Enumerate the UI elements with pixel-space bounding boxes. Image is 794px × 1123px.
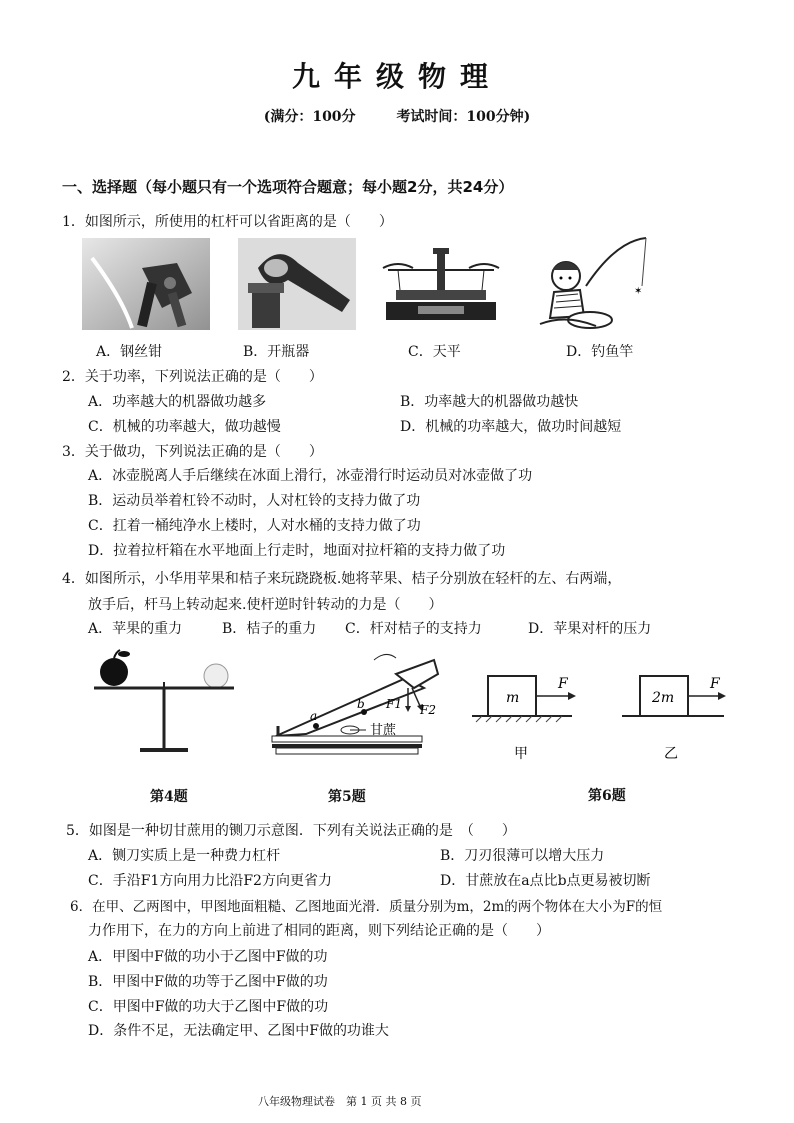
fig5-label-sugarcane: 甘蔗 xyxy=(370,723,397,738)
fig6-label-jia: 甲 xyxy=(514,746,528,762)
question-3-stem: 3．关于做功，下列说法正确的是（ ） xyxy=(62,444,323,460)
q4-option-c: C．杆对桔子的支持力 xyxy=(345,621,482,637)
fig6-label-2m: 2m xyxy=(652,690,675,706)
fig6-label-f-jia: F xyxy=(558,676,568,692)
page-footer: 八年级物理试卷 第 1 页 共 8 页 xyxy=(258,1095,422,1108)
svg-text:✶: ✶ xyxy=(634,286,643,297)
q2-option-b: B．功率越大的机器做功越快 xyxy=(400,394,579,410)
q3-option-b: B．运动员举着杠铃不动时，人对杠铃的支持力做了功 xyxy=(88,493,421,509)
bottle-opener-image xyxy=(238,238,356,330)
balance-scale-image xyxy=(378,240,504,328)
q5-option-a: A．铡刀实质上是一种费力杠杆 xyxy=(88,848,281,864)
fig5-label-f2: F2 xyxy=(420,703,436,717)
question-5-stem: 5．如图是一种切甘蔗用的铡刀示意图．下列有关说法正确的是 （ ） xyxy=(66,823,516,839)
apple-icon xyxy=(100,658,128,686)
q6-option-d: D．条件不足，无法确定甲、乙图中F做的功谁大 xyxy=(88,1023,389,1039)
orange-icon xyxy=(204,664,228,688)
q5-option-c: C．手沿F1方向用力比沿F2方向更省力 xyxy=(88,873,332,889)
fig5-label-b: b xyxy=(357,697,365,711)
fig5-cutter-diagram xyxy=(266,648,446,763)
fig4-seesaw-diagram xyxy=(84,648,244,763)
exam-info xyxy=(0,106,794,126)
fig6-label-m: m xyxy=(506,690,520,706)
q5-option-d: D．甘蔗放在a点比b点更易被切断 xyxy=(440,873,651,889)
q6-option-b: B．甲图中F做的功等于乙图中F做的功 xyxy=(88,974,328,990)
fishing-rod-image xyxy=(536,236,654,332)
question-2-stem: 2．关于功率，下列说法正确的是（ ） xyxy=(62,369,323,385)
question-1-stem: 1．如图所示，所使用的杠杆可以省距离的是（ ） xyxy=(62,214,393,230)
question-6-line2: 力作用下，在力的方向上前进了相同的距离，则下列结论正确的是（ ） xyxy=(88,923,550,939)
q5-option-b: B．刀刃很薄可以增大压力 xyxy=(440,848,605,864)
q1-option-a: A．钢丝钳 xyxy=(96,344,163,360)
q2-option-d: D．机械的功率越大，做功时间越短 xyxy=(400,419,622,435)
section-heading: 一、选择题（每小题只有一个选项符合题意；每小题2分，共24分） xyxy=(62,178,514,196)
pliers-image xyxy=(82,238,210,330)
fig6-blocks-diagram xyxy=(472,664,732,774)
fig6-label-yi: 乙 xyxy=(664,746,678,762)
q1-option-d: D．钓鱼竿 xyxy=(566,344,634,360)
q4-option-b: B．桔子的重力 xyxy=(222,621,317,637)
q3-option-a: A．冰壶脱离人手后继续在冰面上滑行，冰壶滑行时运动员对冰壶做了功 xyxy=(88,468,533,484)
full-score: (满分：100分 xyxy=(263,109,356,125)
fig5-label-a: a xyxy=(310,709,318,723)
q6-option-a: A．甲图中F做的功小于乙图中F做的功 xyxy=(88,949,328,965)
question-6-line1: 6．在甲、乙两图中，甲图地面粗糙、乙图地面光滑．质量分别为m，2m的两个物体在大小为F的恒 xyxy=(70,899,663,915)
q2-option-a: A．功率越大的机器做功越多 xyxy=(88,394,267,410)
exam-time: 考试时间：100分钟) xyxy=(396,109,531,125)
q6-option-c: C．甲图中F做的功大于乙图中F做的功 xyxy=(88,999,329,1015)
page-title: 九年级物理 xyxy=(291,60,502,93)
q2-option-c: C．机械的功率越大，做功越慢 xyxy=(88,419,281,435)
q4-option-a: A．苹果的重力 xyxy=(88,621,183,637)
fig4-caption: 第4题 xyxy=(150,789,188,805)
q3-option-d: D．拉着拉杆箱在水平地面上行走时，地面对拉杆箱的支持力做了功 xyxy=(88,543,506,559)
q1-option-b: B．开瓶器 xyxy=(243,344,310,360)
q4-option-d: D．苹果对杆的压力 xyxy=(528,621,652,637)
question-4-line1: 4．如图所示，小华用苹果和桔子来玩跷跷板.她将苹果、桔子分别放在轻杆的左、右两端， xyxy=(62,571,622,587)
fig5-label-f1: F1 xyxy=(386,697,402,711)
fig6-label-f-yi: F xyxy=(710,676,720,692)
question-4-line2: 放手后，杆马上转动起来.使杆逆时针转动的力是（ ） xyxy=(88,597,443,613)
fig5-caption: 第5题 xyxy=(328,789,366,805)
fig6-caption: 第6题 xyxy=(588,788,626,804)
q1-option-c: C．天平 xyxy=(408,344,461,360)
q3-option-c: C．扛着一桶纯净水上楼时，人对水桶的支持力做了功 xyxy=(88,518,421,534)
